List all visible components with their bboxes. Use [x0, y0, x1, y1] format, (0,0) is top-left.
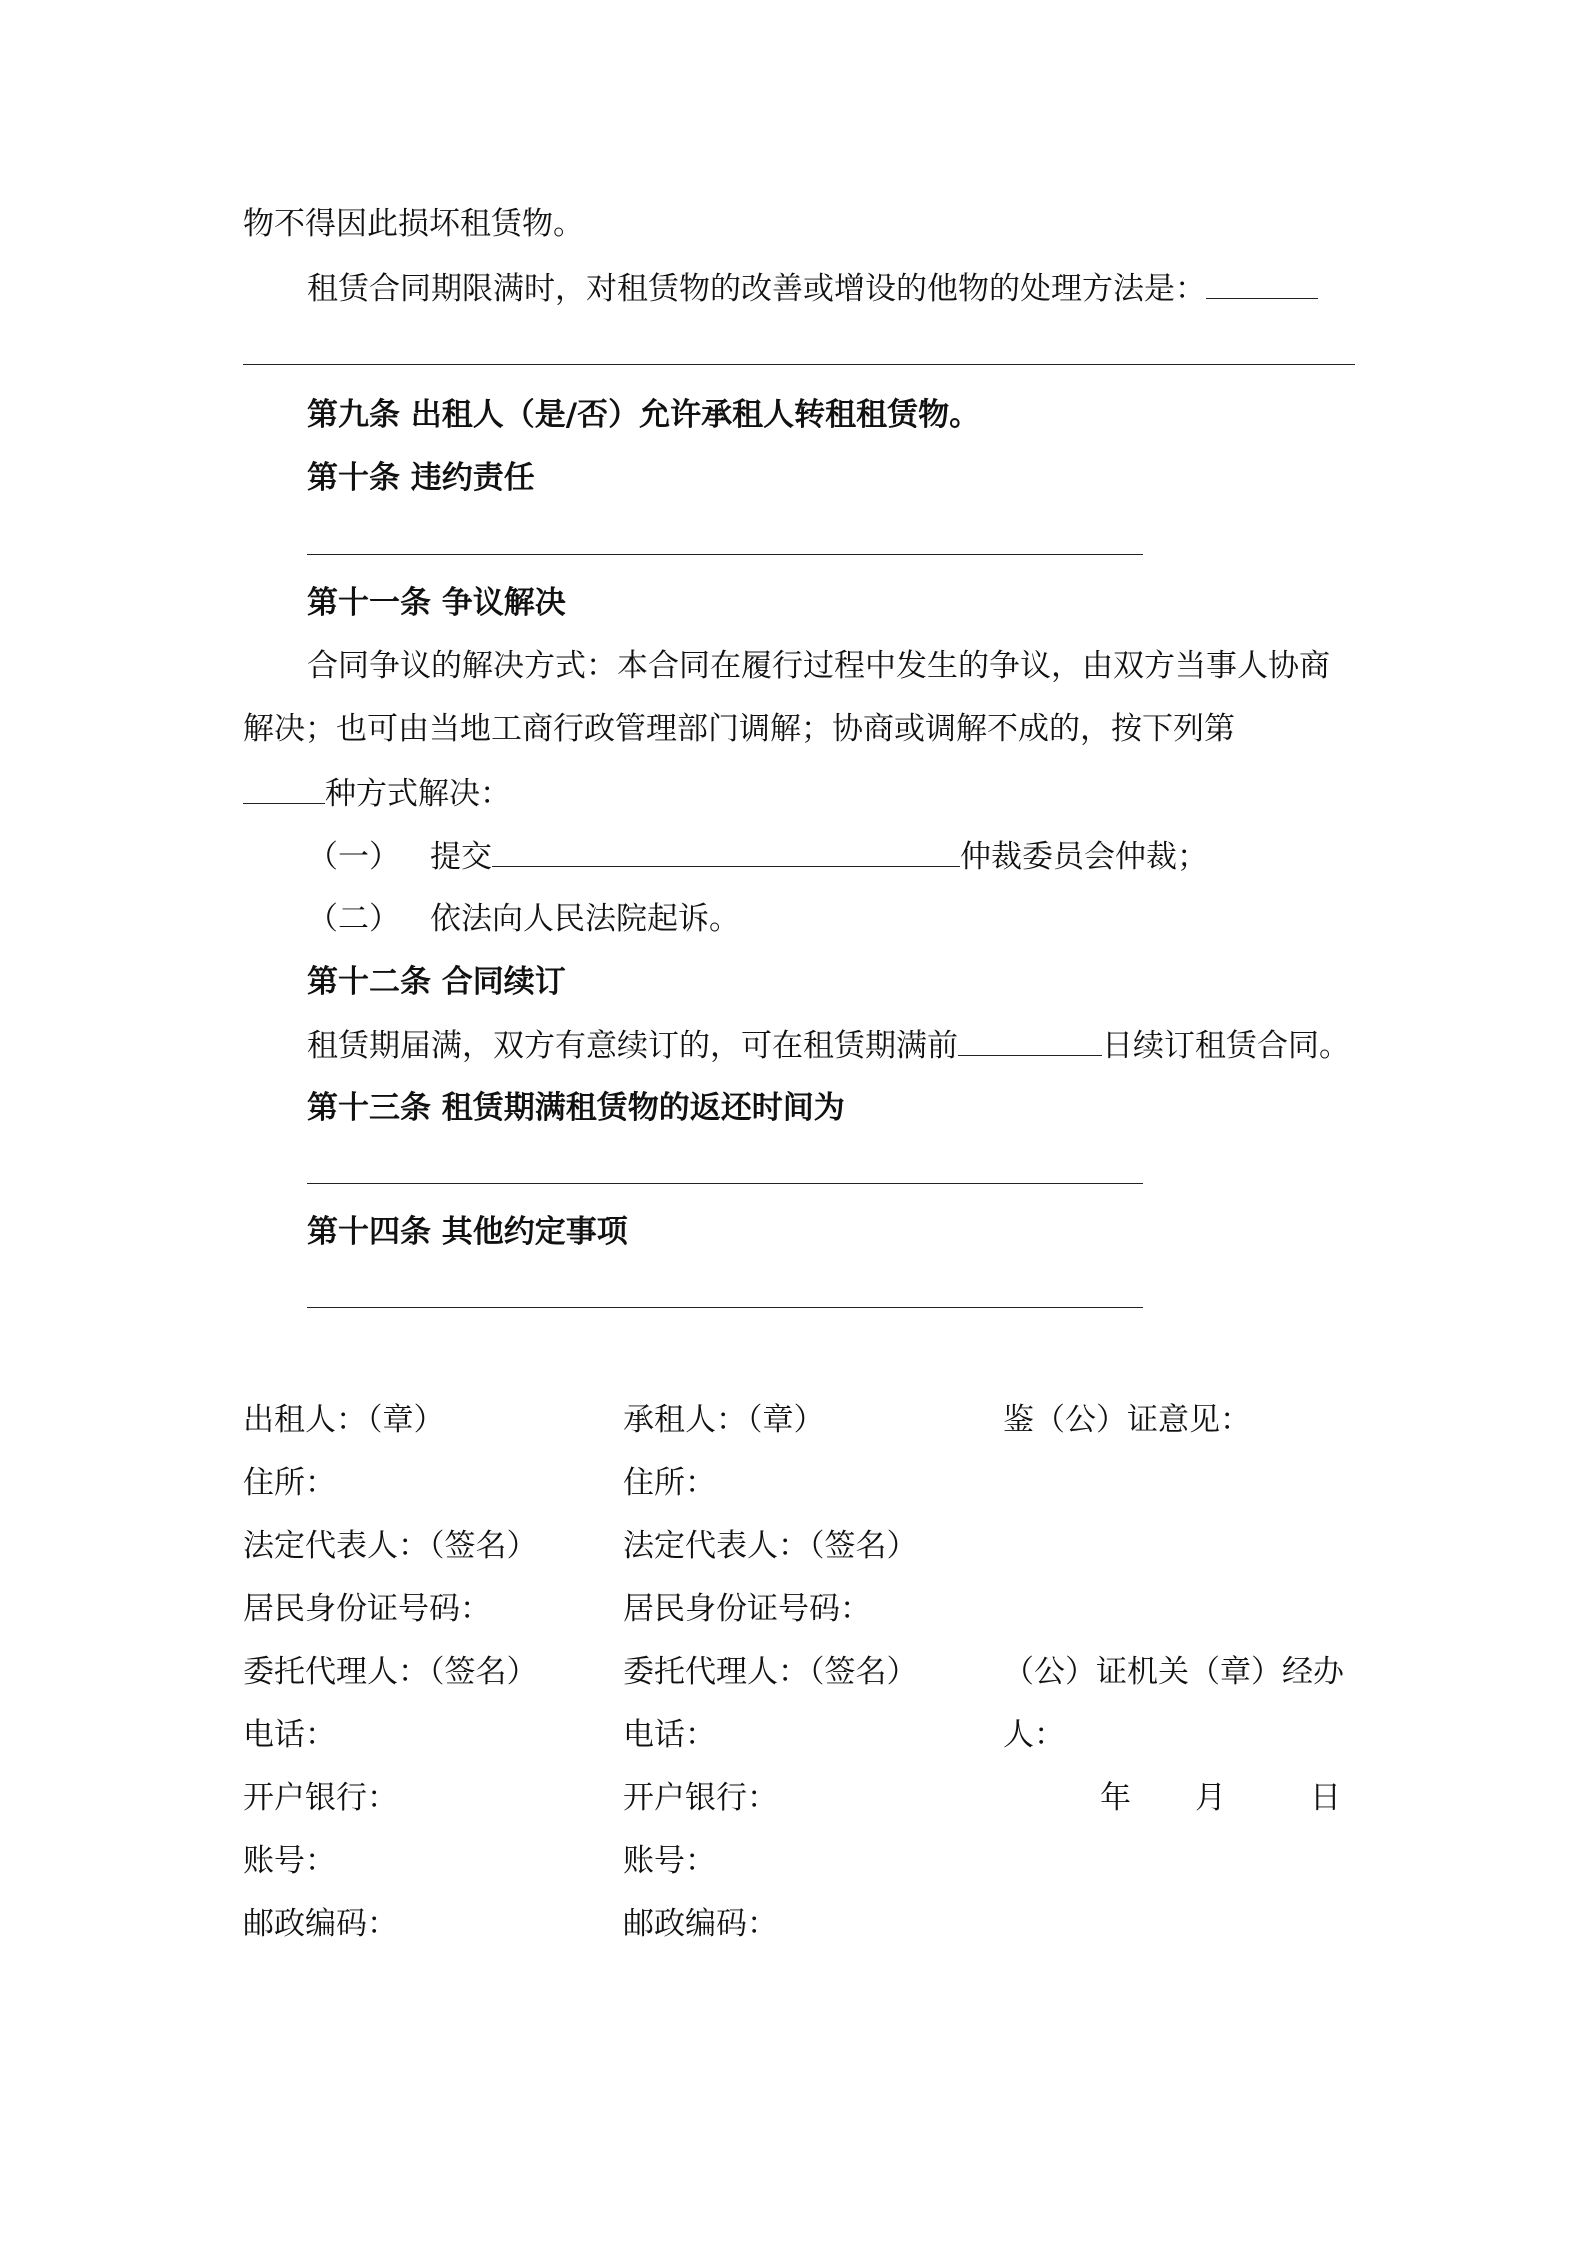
lessee-id-number: 居民身份证号码：: [623, 1591, 871, 1627]
fill-line-other-matters[interactable]: [307, 1307, 1143, 1308]
lessor-postal-code: 邮政编码：: [243, 1906, 398, 1942]
intro-line-1: 物不得因此损坏租赁物。: [243, 206, 584, 242]
fill-blank-method[interactable]: [243, 773, 325, 804]
article-11-para-3: [243, 773, 511, 813]
notary-agency-line-1: （公）证机关（章）经办: [1003, 1654, 1344, 1690]
dispute-option-2: [307, 899, 740, 939]
option-2-text: 依法向人民法院起诉。: [430, 901, 740, 937]
lessee-legal-rep: 法定代表人：（签名）: [623, 1528, 918, 1564]
dispute-option-1: [307, 836, 1208, 876]
fill-line-improvement[interactable]: [243, 364, 1355, 365]
lessor-agent: 委托代理人：（签名）: [243, 1654, 538, 1690]
fill-blank-improvement[interactable]: [1206, 268, 1318, 299]
option-2-number: （二）: [307, 901, 400, 937]
notary-date-month: 月: [1195, 1780, 1226, 1816]
lessee-postal-code: 邮政编码：: [623, 1906, 778, 1942]
lessee-phone: 电话：: [623, 1717, 716, 1753]
option-1-suffix: 仲裁委员会仲裁；: [960, 839, 1208, 875]
fill-blank-renewal-days[interactable]: [958, 1025, 1102, 1056]
article-11-title: 第十一条 争议解决: [307, 585, 566, 621]
article-10-title: 第十条 违约责任: [307, 460, 535, 496]
lessor-bank: 开户银行：: [243, 1780, 398, 1816]
article-11-para-3-text: 种方式解决：: [325, 776, 511, 812]
article-12-text: [307, 1025, 1350, 1065]
lessor-seal: 出租人：（章）: [243, 1402, 445, 1438]
intro-line-2: [307, 268, 1318, 308]
article-14-title: 第十四条 其他约定事项: [307, 1214, 628, 1250]
fill-line-breach[interactable]: [307, 554, 1143, 555]
fill-line-return-time[interactable]: [307, 1183, 1143, 1184]
lessor-id-number: 居民身份证号码：: [243, 1591, 491, 1627]
lessor-account: 账号：: [243, 1843, 336, 1879]
lessor-legal-rep: 法定代表人：（签名）: [243, 1528, 538, 1564]
notary-date-day: 日: [1310, 1780, 1341, 1816]
lessee-address: 住所：: [623, 1465, 716, 1501]
notary-agency-line-2: 人：: [1003, 1717, 1065, 1753]
article-12-prefix: 租赁期届满，双方有意续订的，可在租赁期满前: [307, 1028, 958, 1064]
lessor-phone: 电话：: [243, 1717, 336, 1753]
article-12-title: 第十二条 合同续订: [307, 964, 566, 1000]
fill-blank-arbitration[interactable]: [492, 836, 960, 867]
notary-date-year: 年: [1100, 1780, 1131, 1816]
article-11-para-2: 解决；也可由当地工商行政管理部门调解；协商或调解不成的，按下列第: [243, 711, 1235, 747]
lessee-account: 账号：: [623, 1843, 716, 1879]
article-9: 第九条 出租人（是/否）允许承租人转租租赁物。: [307, 397, 981, 433]
lessor-address: 住所：: [243, 1465, 336, 1501]
lessee-agent: 委托代理人：（签名）: [623, 1654, 918, 1690]
option-1-prefix: 提交: [430, 839, 492, 875]
article-12-suffix: 日续订租赁合同。: [1102, 1028, 1350, 1064]
notary-opinion: 鉴（公）证意见：: [1003, 1402, 1251, 1438]
lessee-seal: 承租人：（章）: [623, 1402, 825, 1438]
lessee-bank: 开户银行：: [623, 1780, 778, 1816]
intro-line-2-text: 租赁合同期限满时，对租赁物的改善或增设的他物的处理方法是：: [307, 271, 1206, 307]
option-1-number: （一）: [307, 839, 400, 875]
article-13-title: 第十三条 租赁期满租赁物的返还时间为: [307, 1090, 845, 1126]
article-11-para-1: 合同争议的解决方式：本合同在履行过程中发生的争议，由双方当事人协商: [307, 648, 1330, 684]
